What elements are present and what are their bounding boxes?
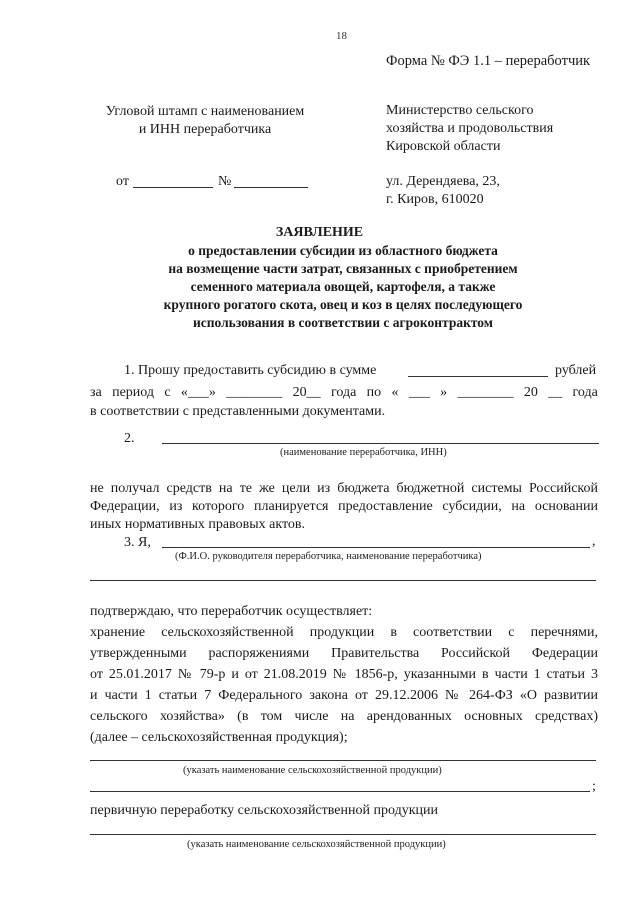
period-word-3: с bbox=[164, 385, 171, 400]
period-word-8: по bbox=[366, 385, 382, 400]
period-word-7: года bbox=[330, 385, 357, 400]
form-title: Форма № ФЭ 1.1 – переработчик bbox=[386, 53, 591, 69]
period-day-from: «___» bbox=[180, 385, 216, 400]
item2-line3: иных нормативных правовых актов. bbox=[90, 517, 306, 532]
item2-number: 2. bbox=[124, 431, 135, 446]
item2-hint: (наименование переработчика, ИНН) bbox=[280, 447, 447, 458]
head-name-line2 bbox=[90, 580, 596, 581]
item2-line1: не получал средств на те же цели из бюджета бюджетной системы Российской bbox=[90, 481, 598, 496]
period-day-to: ___ bbox=[408, 385, 430, 400]
heading-line3: семенного материала овощей, картофеля, а также bbox=[190, 279, 496, 294]
stamp-line1: Угловой штамп с наименованием bbox=[105, 104, 305, 119]
head-name-comma: , bbox=[592, 534, 596, 549]
item3-hint: (Ф.И.О. руководителя переработчика, наименование переработчика) bbox=[175, 551, 482, 562]
addressee-line1: Министерство сельского bbox=[386, 103, 534, 118]
heading-line2: на возмещение части затрат, связанных с приобретением bbox=[168, 261, 518, 276]
period-year-to: 20 bbox=[523, 385, 538, 400]
number-field-line bbox=[234, 187, 308, 188]
primary-processing: первичную переработку сельскохозяйственной продукции bbox=[90, 803, 438, 818]
period-line bbox=[90, 384, 598, 402]
head-name-line bbox=[162, 547, 590, 548]
item3-prefix: 3. Я, bbox=[124, 535, 151, 550]
period-word-2: период bbox=[112, 385, 155, 400]
product-hint1: (указать наименование сельскохозяйственной продукции) bbox=[183, 765, 442, 776]
addressee-line2: хозяйства и продовольствия bbox=[386, 121, 554, 136]
product-line3 bbox=[90, 834, 596, 835]
item3-p1: хранение сельскохозяйственной продукции в соответствии с перечнями, bbox=[90, 625, 598, 640]
item3-p4: и части 1 статьи 7 Федерального закона от 29.12.2006 № 264-ФЗ «О развитии bbox=[90, 688, 598, 703]
period-word-last: года bbox=[572, 385, 598, 400]
item1-tail: в соответствии с представленными документами. bbox=[90, 404, 386, 419]
period-word-1: за bbox=[90, 385, 102, 400]
item2-line2: Федерации, из которого планируется предоставление субсидии, на основании bbox=[90, 499, 598, 514]
page-number: 18 bbox=[336, 30, 347, 42]
period-year-from: 20__ bbox=[292, 385, 321, 400]
period-quote-open: « bbox=[391, 385, 399, 400]
product-line2 bbox=[90, 791, 590, 792]
amount-field-line bbox=[408, 376, 548, 377]
date-from-label: от bbox=[116, 174, 129, 189]
item3-confirm: подтверждаю, что переработчик осуществляет: bbox=[90, 604, 373, 619]
product-hint2: (указать наименование сельскохозяйственной продукции) bbox=[187, 839, 446, 850]
item1-currency: рублей bbox=[555, 363, 597, 378]
item3-p3: от 25.01.2017 № 79-р и от 21.08.2019 № 1856-р, указанными в части 1 статьи 3 bbox=[90, 667, 598, 682]
item3-p6: (далее – сельскохозяйственная продукция); bbox=[90, 730, 348, 745]
doc-title: ЗАЯВЛЕНИЕ bbox=[275, 225, 364, 240]
date-field-line bbox=[133, 187, 213, 188]
period-month-to: ________ bbox=[457, 385, 514, 400]
heading-line5: использования в соответствии с агроконтрактом bbox=[192, 315, 493, 330]
period-year-to-blank: __ bbox=[548, 385, 563, 400]
heading-line1: о предоставлении субсидии из областного бюджета bbox=[188, 243, 498, 258]
period-month-from: ________ bbox=[226, 385, 283, 400]
item1-prefix: 1. Прошу предоставить субсидию в сумме bbox=[124, 363, 377, 378]
addressee-line3: Кировской области bbox=[386, 139, 501, 154]
processor-name-line bbox=[162, 443, 599, 444]
heading-line4: крупного рогатого скота, овец и коз в целях последующего bbox=[163, 297, 523, 312]
number-label: № bbox=[218, 174, 232, 189]
addressee-line5: г. Киров, 610020 bbox=[386, 192, 484, 207]
product-line1 bbox=[90, 760, 596, 761]
stamp-line2: и ИНН переработчика bbox=[138, 122, 272, 137]
product-semicolon: ; bbox=[592, 779, 596, 794]
addressee-line4: ул. Дерендяева, 23, bbox=[386, 174, 500, 189]
item3-p5: сельского хозяйства» (в том числе на арендованных основных средствах) bbox=[90, 709, 598, 724]
period-quote-close: » bbox=[440, 385, 448, 400]
item3-p2: утвержденными распоряжениями Правительства Российской Федерации bbox=[90, 646, 598, 661]
